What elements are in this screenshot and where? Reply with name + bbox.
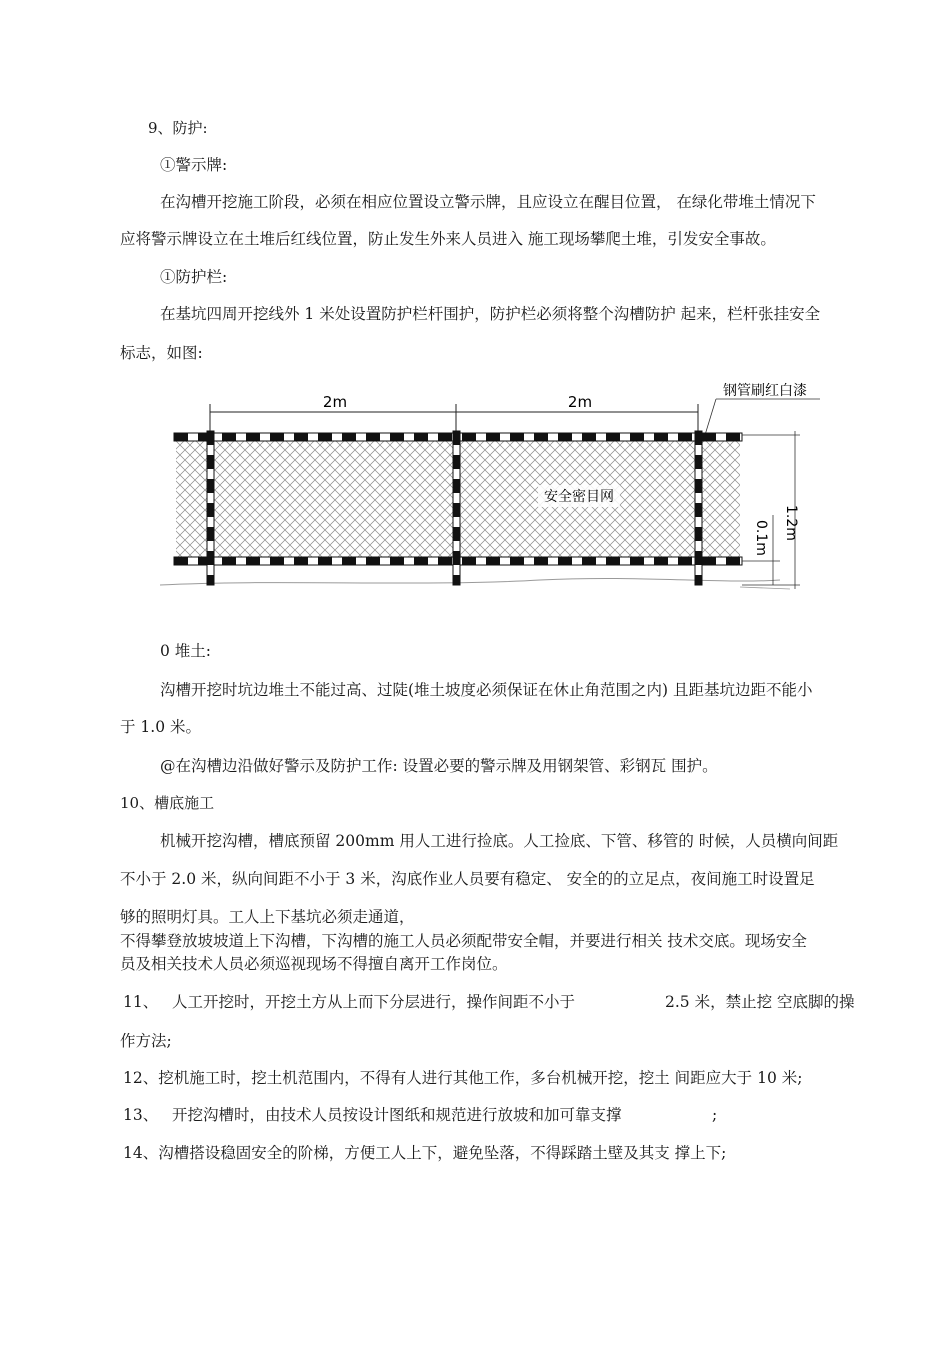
- guardrail-para-line1: 在基坑四周开挖线外 1 米处设置防护栏杆围护，防护栏必须将整个沟槽防护 起来，栏杆张挂安全: [160, 305, 821, 323]
- section-11-text-a: 人工开挖时，开挖土方从上而下分层进行，操作间距不小于: [172, 993, 576, 1011]
- net-label: 安全密目网: [544, 489, 614, 505]
- edge-protection-note: @在沟槽边沿做好警示及防护工作: 设置必要的警示牌及用钢架管、彩钢瓦 围护。: [160, 757, 718, 775]
- height-outer-label: 1.2m: [783, 505, 799, 541]
- post-left: [207, 431, 214, 585]
- span-dimension: [210, 393, 698, 435]
- pipe-label: 钢管刷红白漆: [723, 383, 807, 399]
- spoil-title: 0 堆土:: [160, 642, 212, 660]
- height-inner-label: 0.1m: [753, 520, 769, 556]
- section-10-para-line5: 员及相关技术人员必须巡视现场不得擅自离开工作岗位。: [120, 955, 508, 973]
- warning-sign-para-line1: 在沟槽开挖施工阶段，必须在相应位置设立警示牌，且应设立在醒目位置， 在绿化带堆土情况下: [160, 193, 816, 211]
- pipe-leader: [705, 399, 716, 435]
- section-11-number: 11、: [123, 993, 159, 1011]
- section-10-para-line4: 不得攀登放坡坡道上下沟槽，下沟槽的施工人员必须配带安全帽，并要进行相关 技术交底。现场安全: [120, 932, 807, 950]
- ground-line: [160, 578, 780, 585]
- warning-sign-para-line2: 应将警示牌设立在土堆后红线位置，防止发生外来人员进入 施工现场攀爬土堆，引发安全事故。: [120, 230, 776, 248]
- section-10-para-line3: 够的照明灯具。工人上下基坑必须走通道，: [120, 908, 415, 926]
- spoil-para-line1: 沟槽开挖时坑边堆土不能过高、过陡(堆土坡度必须保证在休止角范围之内) 且距基坑边距不能小: [160, 681, 813, 699]
- section-10-para-line2: 不小于 2.0 米，纵向间距不小于 3 米，沟底作业人员要有稳定、 安全的的立足点，夜间施工时设置足: [120, 870, 815, 888]
- section-12-text: 12、挖机施工时，挖土机范围内，不得有人进行其他工作，多台机械开挖，挖土 间距应大于 10 米;: [123, 1069, 803, 1087]
- post-right: [695, 431, 702, 585]
- section-13-number: 13、: [123, 1106, 159, 1124]
- guardrail-para-line2: 标志，如图:: [120, 344, 203, 362]
- section-14-text: 14、沟槽搭设稳固安全的阶梯，方便工人上下，避免坠落，不得踩踏土壁及其支 撑上下;: [123, 1144, 727, 1162]
- section-11-text-b: 2.5 米，禁止挖 空底脚的操: [665, 993, 855, 1011]
- height-dimension: [742, 431, 800, 589]
- spoil-para-line2: 于 1.0 米。: [120, 718, 202, 736]
- section-9-heading: 9、防护:: [148, 119, 208, 137]
- section-10-heading: 10、槽底施工: [120, 794, 215, 812]
- section-13-text: 开挖沟槽时，由技术人员按设计图纸和规范进行放坡和加可靠支撑: [172, 1106, 622, 1124]
- span-label-1: 2m: [322, 393, 348, 411]
- guardrail-diagram: [160, 375, 840, 605]
- section-13-end: ;: [712, 1106, 718, 1124]
- guardrail-title: ①防护栏:: [160, 268, 228, 286]
- warning-sign-title: ①警示牌:: [160, 156, 228, 174]
- span-label-2: 2m: [567, 393, 593, 411]
- section-11-text-c: 作方法;: [120, 1032, 172, 1050]
- section-10-para-line1: 机械开挖沟槽，槽底预留 200mm 用人工进行捡底。人工捡底、下管、移管的 时候，人员横向间距: [160, 832, 839, 850]
- post-middle: [453, 431, 460, 585]
